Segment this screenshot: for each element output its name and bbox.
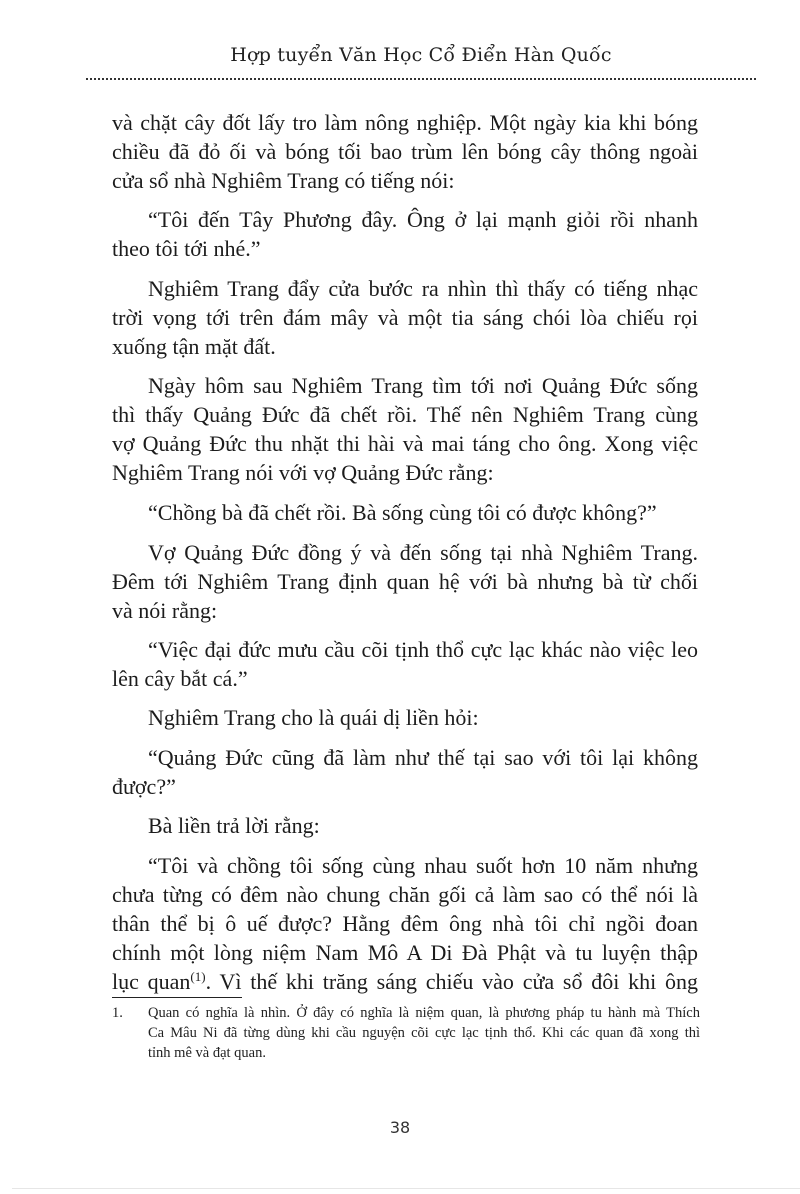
footnote-reference[interactable]: (1): [190, 969, 206, 984]
body-line: Nghiêm Trang cho là quái dị liền hỏi:: [148, 705, 479, 730]
body-line: Bà liền trả lời rằng:: [148, 813, 320, 838]
body-text: lục quan: [112, 969, 191, 994]
footnote-line: Quan có nghĩa là nhìn. Ở đây có nghĩa là niệm quan, là phương pháp tu hành mà Thích: [148, 1005, 700, 1021]
body-line: Nghiêm Trang đẩy cửa bước ra nhìn thì thấy có tiếng nhạc: [148, 276, 698, 301]
footnote-number: 1.: [112, 1005, 123, 1021]
page-number: 38: [389, 1118, 411, 1137]
body-line: cửa sổ nhà Nghiêm Trang có tiếng nói:: [112, 168, 455, 193]
body-line: được?”: [112, 774, 176, 799]
footnote-separator: [112, 997, 242, 998]
body-line: Vợ Quảng Đức đồng ý và đến sống tại nhà Nghiêm Trang.: [148, 540, 698, 565]
body-line: “Việc đại đức mưu cầu cõi tịnh thổ cực lạc khác nào việc leo: [148, 637, 698, 662]
page-bottom-edge: [12, 1188, 800, 1189]
body-text: . Vì thế khi trăng sáng chiếu vào cửa sổ đôi khi ông: [205, 969, 698, 994]
running-header-title: Hợp tuyển Văn Học Cổ Điển Hàn Quốc: [230, 44, 612, 66]
body-line: “Tôi và chồng tôi sống cùng nhau suốt hơn 10 năm nhưng: [148, 853, 698, 878]
body-line: vợ Quảng Đức thu nhặt thi hài và mai táng cho ông. Xong việc: [112, 431, 698, 456]
body-line: chính một lòng niệm Nam Mô A Di Đà Phật và tu luyện thập: [112, 940, 698, 965]
footnote-line: tỉnh mê và đạt quan.: [148, 1045, 266, 1061]
body-line: “Tôi đến Tây Phương đây. Ông ở lại mạnh giỏi rồi nhanh: [148, 207, 698, 232]
body-line: theo tôi tới nhé.”: [112, 236, 261, 261]
body-line: trời vọng tới trên đám mây và một tia sáng chói lòa chiếu rọi: [112, 305, 698, 330]
header-dotted-rule: [86, 78, 756, 80]
footnote-line: Ca Mâu Ni đã từng dùng khi cầu nguyện cõi cực lạc tịnh thổ. Khi các quan đã xong thì: [148, 1025, 700, 1041]
body-line: “Quảng Đức cũng đã làm như thế tại sao với tôi lại không: [148, 745, 698, 770]
body-line: lên cây bắt cá.”: [112, 666, 248, 691]
body-line: Đêm tới Nghiêm Trang định quan hệ với bà nhưng bà từ chối: [112, 569, 698, 594]
body-line: chưa từng có đêm nào chung chăn gối cả làm sao có thể nói là: [112, 882, 698, 907]
body-line: Ngày hôm sau Nghiêm Trang tìm tới nơi Quảng Đức sống: [148, 373, 698, 398]
body-line-with-footnote: [112, 969, 698, 995]
body-line: và nói rằng:: [112, 598, 218, 623]
body-line: chiều đã đỏ ối và bóng tối bao trùm lên bóng cây thông ngoài: [112, 139, 698, 164]
body-line: “Chồng bà đã chết rồi. Bà sống cùng tôi có được không?”: [148, 500, 657, 525]
body-line: xuống tận mặt đất.: [112, 334, 276, 359]
body-line: thì thấy Quảng Đức đã chết rồi. Thế nên Nghiêm Trang cùng: [112, 402, 698, 427]
body-line: và chặt cây đốt lấy tro làm nông nghiệp. Một ngày kia khi bóng: [112, 110, 698, 135]
body-line: thân thể bị ô uế được? Hằng đêm ông nhà tôi chỉ ngồi đoan: [112, 911, 698, 936]
body-line: Nghiêm Trang nói với vợ Quảng Đức rằng:: [112, 460, 494, 485]
